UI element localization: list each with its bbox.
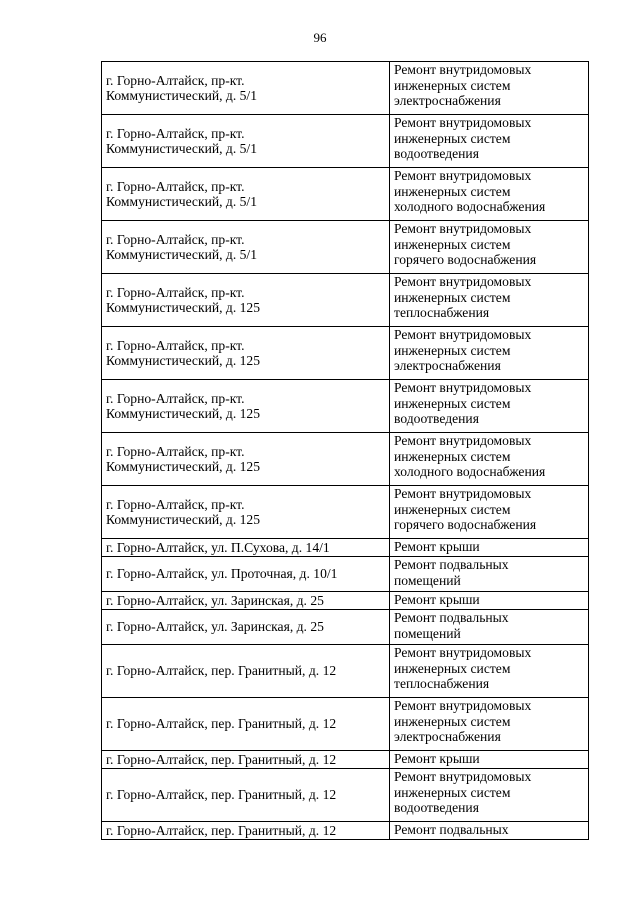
work-type-cell — [390, 62, 589, 115]
table-row — [102, 539, 589, 557]
address-cell — [102, 221, 390, 274]
table-row — [102, 698, 589, 751]
work-type-text: Ремонт внутридомовых инженерных систем теплоснабжения — [394, 645, 532, 691]
table-row — [102, 645, 589, 698]
address-cell — [102, 62, 390, 115]
work-type-cell — [390, 769, 589, 822]
address-cell — [102, 486, 390, 539]
address-text: г. Горно-Алтайск, ул. Заринская, д. 25 — [106, 592, 324, 608]
table-row — [102, 274, 589, 327]
work-type-text: Ремонт внутридомовых инженерных систем электроснабжения — [394, 62, 532, 108]
address-text: г. Горно-Алтайск, ул. Заринская, д. 25 — [106, 619, 324, 635]
address-cell — [102, 115, 390, 168]
table-row — [102, 557, 589, 592]
work-type-cell — [390, 115, 589, 168]
address-cell — [102, 327, 390, 380]
address-cell — [102, 645, 390, 698]
address-cell — [102, 168, 390, 221]
address-cell — [102, 751, 390, 769]
address-text: г. Горно-Алтайск, пер. Гранитный, д. 12 — [106, 822, 337, 838]
address-cell — [102, 610, 390, 645]
address-text: г. Горно-Алтайск, пр-кт. Коммунистический, д. 125 — [106, 284, 261, 315]
work-type-text: Ремонт внутридомовых инженерных систем электроснабжения — [394, 698, 532, 744]
work-type-text: Ремонт внутридомовых инженерных систем холодного водоснабжения — [394, 168, 546, 214]
work-type-cell — [390, 274, 589, 327]
table-row — [102, 62, 589, 115]
work-type-text: Ремонт крыши — [394, 751, 480, 766]
table-row — [102, 751, 589, 769]
address-cell — [102, 539, 390, 557]
work-type-text: Ремонт крыши — [394, 592, 480, 607]
table-row — [102, 592, 589, 610]
address-text: г. Горно-Алтайск, пр-кт. Коммунистический, д. 5/1 — [106, 72, 258, 103]
address-cell — [102, 380, 390, 433]
repair-works-table — [101, 61, 589, 840]
address-text: г. Горно-Алтайск, пр-кт. Коммунистический, д. 125 — [106, 337, 261, 368]
work-type-cell — [390, 822, 589, 840]
address-cell — [102, 698, 390, 751]
table-row — [102, 769, 589, 822]
work-type-text: Ремонт внутридомовых инженерных систем горячего водоснабжения — [394, 221, 537, 267]
address-text: г. Горно-Алтайск, пр-кт. Коммунистический, д. 125 — [106, 496, 261, 527]
work-type-cell — [390, 221, 589, 274]
address-text: г. Горно-Алтайск, ул. Проточная, д. 10/1 — [106, 566, 338, 582]
work-type-text: Ремонт подвальных — [394, 822, 509, 837]
table-row — [102, 168, 589, 221]
work-type-cell — [390, 380, 589, 433]
address-cell — [102, 769, 390, 822]
address-text: г. Горно-Алтайск, пр-кт. Коммунистический, д. 5/1 — [106, 125, 258, 156]
work-type-cell — [390, 557, 589, 592]
address-text: г. Горно-Алтайск, ул. П.Сухова, д. 14/1 — [106, 539, 330, 555]
address-text: г. Горно-Алтайск, пр-кт. Коммунистический, д. 125 — [106, 390, 261, 421]
work-type-cell — [390, 698, 589, 751]
work-type-cell — [390, 610, 589, 645]
table-row — [102, 610, 589, 645]
table-row — [102, 433, 589, 486]
work-type-cell — [390, 539, 589, 557]
address-text: г. Горно-Алтайск, пр-кт. Коммунистический, д. 5/1 — [106, 178, 258, 209]
address-cell — [102, 274, 390, 327]
address-text: г. Горно-Алтайск, пер. Гранитный, д. 12 — [106, 787, 337, 803]
work-type-cell — [390, 486, 589, 539]
address-cell — [102, 557, 390, 592]
work-type-text: Ремонт крыши — [394, 539, 480, 554]
work-type-text: Ремонт внутридомовых инженерных систем водоотведения — [394, 115, 532, 161]
work-type-text: Ремонт внутридомовых инженерных систем горячего водоснабжения — [394, 486, 537, 532]
table-row — [102, 822, 589, 840]
address-cell — [102, 433, 390, 486]
work-type-cell — [390, 168, 589, 221]
table-row — [102, 486, 589, 539]
page-number: 96 — [313, 30, 327, 45]
work-type-cell — [390, 751, 589, 769]
work-type-text: Ремонт внутридомовых инженерных систем водоотведения — [394, 769, 532, 815]
table-row — [102, 221, 589, 274]
address-text: г. Горно-Алтайск, пер. Гранитный, д. 12 — [106, 716, 337, 732]
work-type-text: Ремонт внутридомовых инженерных систем электроснабжения — [394, 327, 532, 373]
work-type-text: Ремонт внутридомовых инженерных систем водоотведения — [394, 380, 532, 426]
work-type-cell — [390, 327, 589, 380]
table-body — [102, 62, 589, 840]
address-text: г. Горно-Алтайск, пер. Гранитный, д. 12 — [106, 751, 337, 767]
work-type-text: Ремонт подвальных помещений — [394, 557, 509, 588]
work-type-cell — [390, 433, 589, 486]
work-type-text: Ремонт внутридомовых инженерных систем теплоснабжения — [394, 274, 532, 320]
work-type-text: Ремонт подвальных помещений — [394, 610, 509, 641]
work-type-cell — [390, 645, 589, 698]
table-row — [102, 327, 589, 380]
address-cell — [102, 592, 390, 610]
work-type-text: Ремонт внутридомовых инженерных систем холодного водоснабжения — [394, 433, 546, 479]
address-cell — [102, 822, 390, 840]
address-text: г. Горно-Алтайск, пр-кт. Коммунистический, д. 125 — [106, 443, 261, 474]
work-type-cell — [390, 592, 589, 610]
address-text: г. Горно-Алтайск, пр-кт. Коммунистический, д. 5/1 — [106, 231, 258, 262]
table-row — [102, 380, 589, 433]
table-row — [102, 115, 589, 168]
address-text: г. Горно-Алтайск, пер. Гранитный, д. 12 — [106, 663, 337, 679]
